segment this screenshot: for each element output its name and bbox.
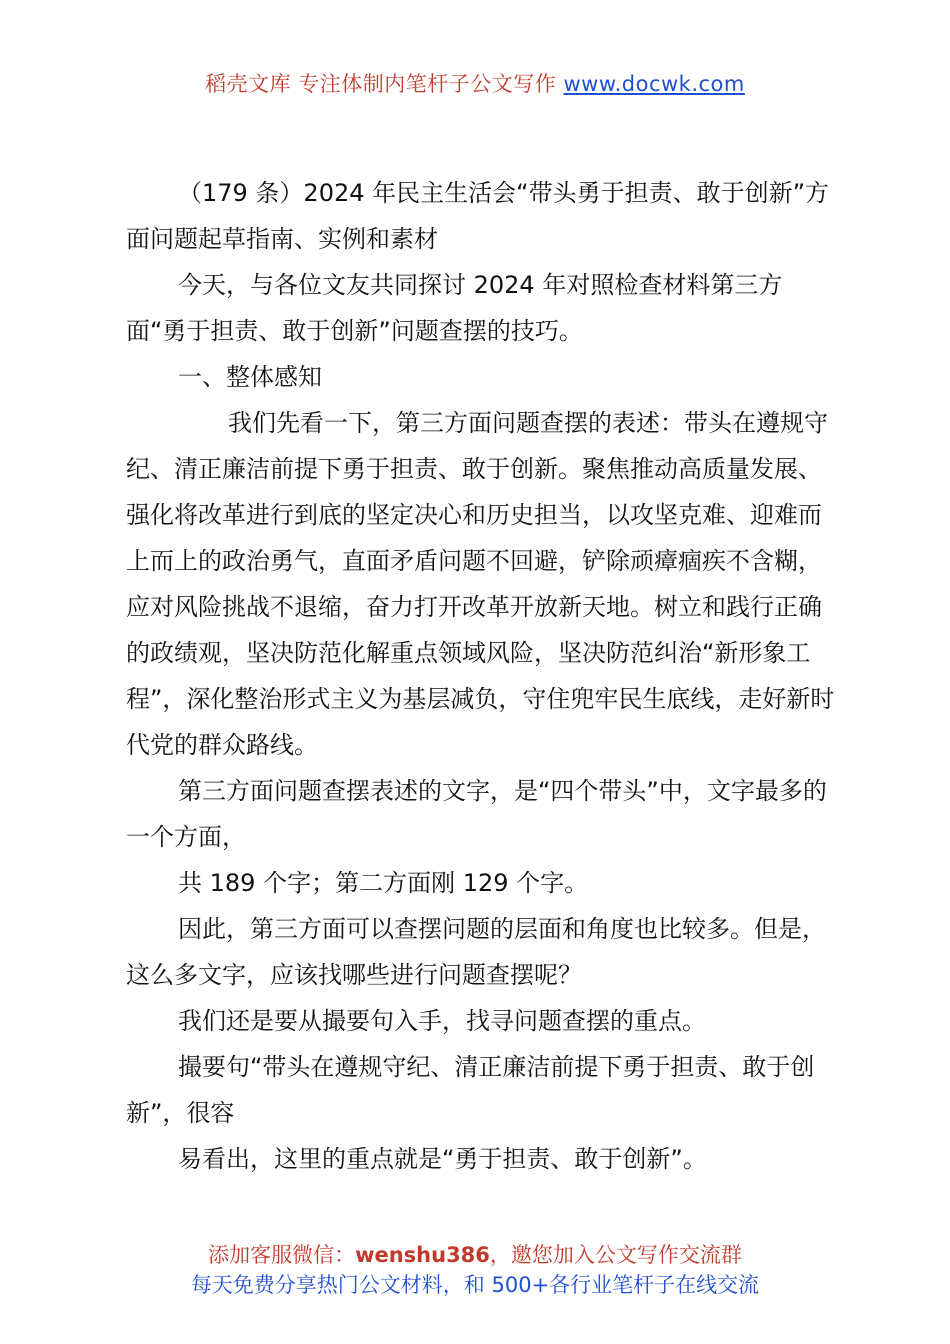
section-heading: 一、整体感知 [178, 363, 322, 391]
page-header [0, 68, 950, 98]
paragraph-word-count: 第三方面问题查摆表述的文字，是“四个带头”中，文字最多的一个方面， [126, 777, 827, 851]
page-footer [0, 1240, 950, 1300]
paragraph-conclusion: 易看出，这里的重点就是“勇于担责、敢于创新”。 [178, 1145, 707, 1173]
document-title: （179 条）2024 年民主生活会“带头勇于担责、敢于创新”方面问题起草指南、实例和素材 [126, 179, 830, 253]
header-url-link[interactable]: www.docwk.com [563, 72, 745, 96]
document-body [126, 170, 838, 1182]
footer-wechat-suffix: ，邀您加入公文写作交流群 [489, 1243, 742, 1267]
footer-wechat-id: wenshu386 [355, 1243, 490, 1267]
paragraph-approach: 我们还是要从撮要句入手，找寻问题查摆的重点。 [178, 1007, 706, 1035]
paragraph-count-detail: 共 189 个字；第二方面刚 129 个字。 [178, 869, 589, 897]
paragraph-intro: 今天，与各位文友共同探讨 2024 年对照检查材料第三方面“勇于担责、敢于创新”问题查摆的技巧。 [126, 271, 783, 345]
footer-wechat-prefix: 添加客服微信： [208, 1243, 356, 1267]
paragraph-therefore: 因此，第三方面可以查摆问题的层面和角度也比较多。但是，这么多文字，应该找哪些进行问题查摆呢？ [126, 915, 826, 989]
paragraph-key-sentence: 撮要句“带头在遵规守纪、清正廉洁前提下勇于担责、敢于创新”，很容 [126, 1053, 815, 1127]
footer-wechat-line [0, 1240, 950, 1270]
footer-share-line: 每天免费分享热门公文材料，和 500+各行业笔杆子在线交流 [190, 1273, 760, 1297]
header-brand-text: 稻壳文库 专注体制内笔杆子公文写作 [205, 72, 557, 96]
paragraph-statement: 我们先看一下，第三方面问题查摆的表述：带头在遵规守纪、清正廉洁前提下勇于担责、敢于创新。聚焦推动高质量发展、强化将改革进行到底的坚定决心和历史担当，以攻坚克难、迎难而上而上的政治勇气，直面矛盾问题不回避，铲除顽瘴痼疾不含糊，应对风险挑战不退缩，奋力打开改革开放新天地。树立和践行正确的政绩观，坚决防范化解重点领域风险，坚决防范纠治“新形象工程”，深化整治形式主义为基层减负，守住兜牢民生底线，走好新时代党的群众路线。 [126, 409, 835, 759]
